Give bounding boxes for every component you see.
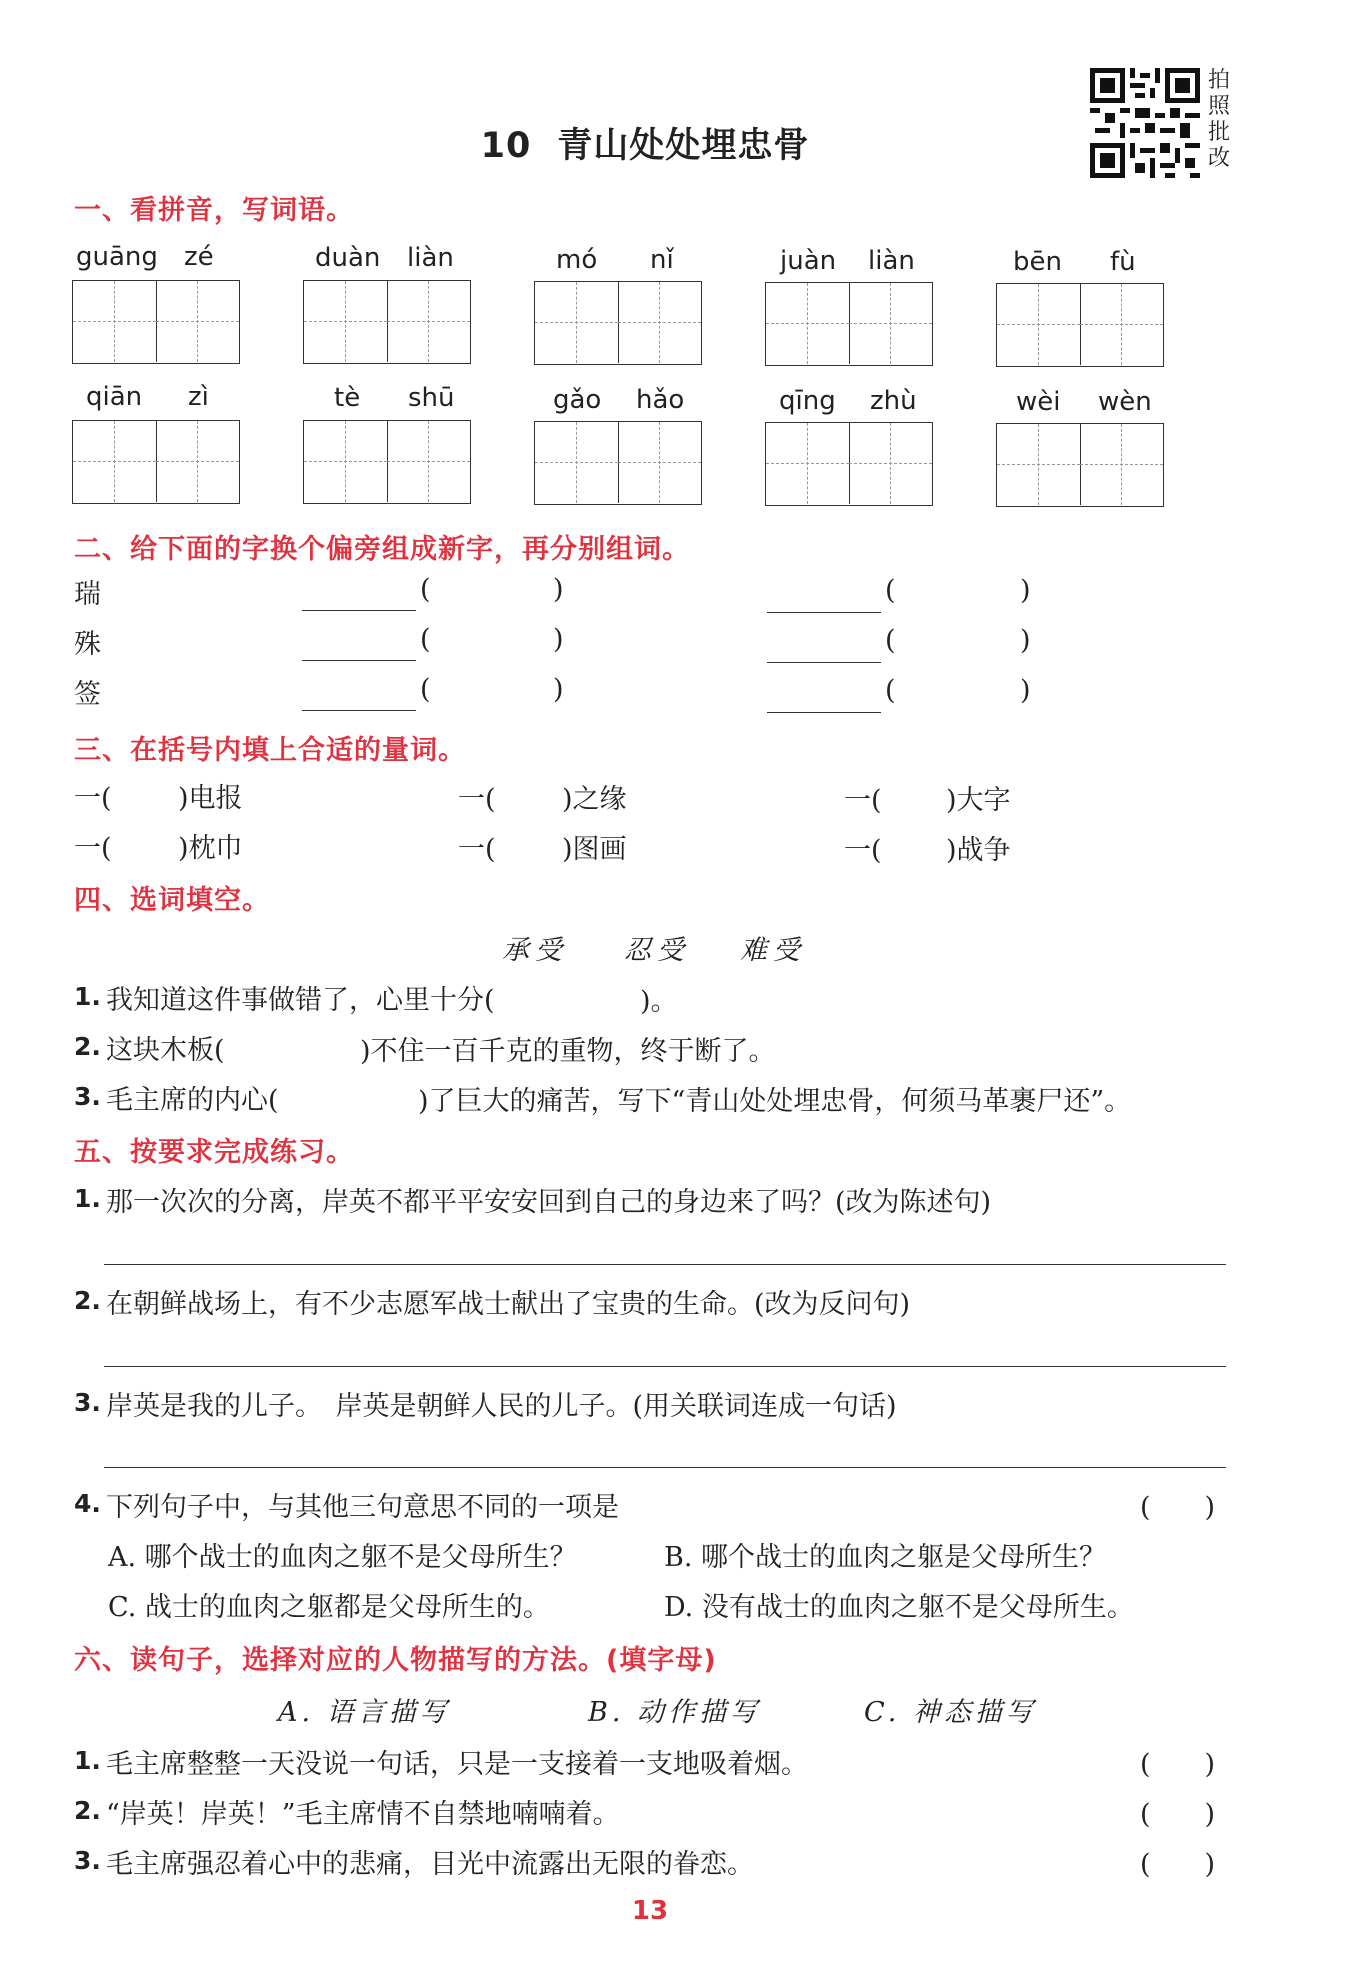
section-1-heading: 一、看拼音，写词语。 (74, 195, 354, 226)
fill-sentence: 我知道这件事做错了，心里十分( (106, 985, 495, 1016)
answer-blank[interactable] (767, 662, 881, 663)
source-char: 签 (74, 679, 101, 710)
answer-paren[interactable]: ( ) (1140, 1492, 1216, 1523)
writing-grid[interactable] (303, 280, 471, 364)
writing-grid[interactable] (72, 420, 240, 504)
writing-grid[interactable] (303, 420, 471, 504)
method-option: A. 语言描写 (278, 1697, 451, 1728)
answer-blank[interactable] (767, 612, 881, 613)
writing-grid[interactable] (996, 423, 1164, 507)
qr-code-icon[interactable] (1090, 68, 1200, 178)
exercise-text: 毛主席整整一天没说一句话，只是一支接着一支地吸着烟。 (106, 1749, 808, 1780)
measure-post: )电报 (178, 783, 243, 814)
method-option: C. 神态描写 (864, 1697, 1037, 1728)
measure-post: )战争 (946, 835, 1011, 866)
answer-paren[interactable]: ( ) (1140, 1799, 1216, 1830)
section-4-heading: 四、选词填空。 (74, 885, 270, 916)
answer-blank[interactable] (767, 712, 881, 713)
measure-pre: 一( (74, 783, 112, 814)
pinyin: liàn (868, 246, 915, 276)
method-option: B. 动作描写 (588, 1697, 762, 1728)
pinyin: wèi (1016, 387, 1061, 417)
option: D. 没有战士的血肉之躯不是父母所生。 (664, 1592, 1134, 1623)
answer-blank[interactable] (302, 710, 416, 711)
pinyin: qīng (779, 386, 836, 416)
pinyin: liàn (407, 243, 454, 273)
pinyin: juàn (780, 246, 837, 276)
qr-label: 拍 照 批 改 (1208, 68, 1231, 171)
pinyin: duàn (315, 243, 381, 273)
writing-grid[interactable] (765, 282, 933, 366)
lesson-title: 青山处处埋忠骨 (557, 126, 810, 166)
exercise-text: 在朝鲜战场上，有不少志愿军战士献出了宝贵的生命。(改为反问句) (106, 1289, 911, 1320)
measure-post: )大字 (946, 785, 1011, 816)
section-3-heading: 三、在括号内填上合适的量词。 (74, 735, 466, 766)
measure-pre: 一( (844, 835, 882, 866)
exercise-text: 那一次次的分离，岸英不都平平安安回到自己的身边来了吗？(改为陈述句) (106, 1187, 992, 1218)
pinyin: zé (184, 242, 214, 272)
answer-line[interactable] (104, 1467, 1226, 1468)
pinyin: bēn (1013, 247, 1062, 277)
writing-grid[interactable] (996, 283, 1164, 367)
measure-pre: 一( (74, 833, 112, 864)
option: A. 哪个战士的血肉之躯不是父母所生？ (108, 1542, 577, 1573)
pinyin: gǎo (553, 385, 602, 415)
word-choice: 忍受 (624, 935, 690, 966)
pinyin: tè (334, 383, 361, 413)
pinyin: zhù (870, 386, 917, 416)
fill-sentence: 毛主席的内心( (106, 1085, 279, 1116)
pinyin: fù (1110, 247, 1136, 277)
answer-line[interactable] (104, 1366, 1226, 1367)
pinyin: mó (556, 245, 598, 275)
option: B. 哪个战士的血肉之躯是父母所生？ (664, 1542, 1107, 1573)
lesson-number: 10 (480, 126, 532, 166)
pinyin: nǐ (650, 245, 674, 275)
answer-paren[interactable]: ( ) (1140, 1849, 1216, 1880)
pinyin: zì (188, 382, 209, 412)
writing-grid[interactable] (765, 422, 933, 506)
option: C. 战士的血肉之躯都是父母所生的。 (108, 1592, 550, 1623)
exercise-text: 岸英是我的儿子。 岸英是朝鲜人民的儿子。(用关联词连成一句话) (106, 1391, 897, 1422)
pinyin: wèn (1098, 387, 1152, 417)
exercise-text: 下列句子中，与其他三句意思不同的一项是 (106, 1492, 619, 1523)
pinyin: shū (408, 383, 455, 413)
answer-blank[interactable] (302, 660, 416, 661)
exercise-text: “岸英！岸英！”毛主席情不自禁地喃喃着。 (106, 1799, 620, 1830)
answer-paren[interactable]: ( ) (1140, 1749, 1216, 1780)
measure-pre: 一( (458, 834, 496, 865)
section-5-heading: 五、按要求完成练习。 (74, 1137, 354, 1168)
exercise-text: 毛主席强忍着心中的悲痛，目光中流露出无限的眷恋。 (106, 1849, 754, 1880)
measure-pre: 一( (844, 785, 882, 816)
writing-grid[interactable] (534, 281, 702, 365)
section-2-heading: 二、给下面的字换个偏旁组成新字，再分别组词。 (74, 534, 690, 565)
pinyin: hǎo (636, 385, 685, 415)
page-number: 13 (631, 1896, 669, 1926)
fill-sentence: 这块木板( (106, 1035, 225, 1066)
word-choice: 难受 (740, 935, 806, 966)
measure-post: )枕巾 (178, 833, 243, 864)
section-6-heading: 六、读句子，选择对应的人物描写的方法。(填字母) (74, 1645, 717, 1676)
writing-grid[interactable] (72, 280, 240, 364)
measure-pre: 一( (458, 784, 496, 815)
pinyin: qiān (86, 382, 143, 412)
answer-line[interactable] (104, 1264, 1226, 1265)
pinyin: guāng (76, 242, 158, 272)
word-choice: 承受 (502, 935, 568, 966)
writing-grid[interactable] (534, 421, 702, 505)
source-char: 瑞 (74, 579, 101, 610)
answer-blank[interactable] (302, 610, 416, 611)
measure-post: )之缘 (562, 784, 627, 815)
measure-post: )图画 (562, 834, 627, 865)
source-char: 殊 (74, 629, 101, 660)
